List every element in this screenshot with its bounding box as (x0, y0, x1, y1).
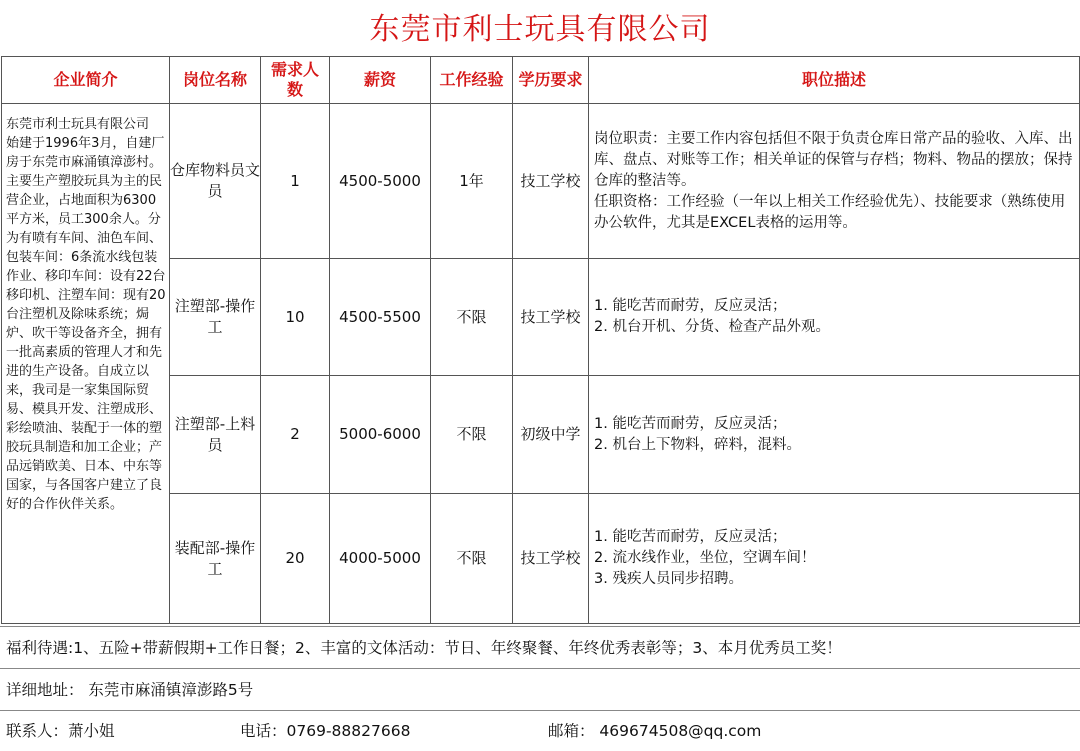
header-position: 岗位名称 (170, 57, 261, 104)
experience: 不限 (431, 376, 513, 494)
description-line: 2. 流水线作业，坐位，空调车间！ (594, 550, 816, 566)
description-line: 1. 能吃苦而耐劳，反应灵活； (594, 415, 787, 432)
salary: 4500-5500 (330, 259, 431, 376)
header-experience: 工作经验 (431, 57, 513, 104)
position-name: 仓库物料员文员 (170, 104, 261, 259)
divider (0, 626, 1080, 627)
header-count: 需求人数 (261, 57, 330, 104)
position-name: 注塑部-上料员 (170, 376, 261, 494)
education: 技工学校 (513, 104, 589, 259)
header-education: 学历要求 (513, 57, 589, 104)
job-description (589, 376, 1080, 494)
job-description (589, 494, 1080, 624)
headcount: 20 (261, 494, 330, 624)
headcount: 2 (261, 376, 330, 494)
table-header-row (2, 57, 1080, 104)
address: 详细地址： 东莞市麻涌镇漳澎路5号 (6, 681, 254, 699)
salary: 5000-6000 (330, 376, 431, 494)
description-line: 1. 能吃苦而耐劳，反应灵活； (594, 529, 787, 545)
contact-person: 联系人：萧小姐 (6, 722, 115, 740)
experience: 1年 (431, 104, 513, 259)
job-description (589, 104, 1080, 259)
position-name: 注塑部-操作工 (170, 259, 261, 376)
header-description: 职位描述 (589, 57, 1080, 104)
company-title: 东莞市利士玩具有限公司 (369, 12, 711, 47)
header-salary: 薪资 (330, 57, 431, 104)
company-intro: 东莞市利士玩具有限公司 始建于1996年3月，自建厂房于东莞市麻涌镇漳澎村。主要生产塑胶玩具为主的民营企业，占地面积为6300平方米，员工300余人。分为有喷有车间、油色车间、包装车间：6条流水线包装作业、移印车间：设有22台移印机、注塑车间：现有20台注塑机及除味系统；焗炉、吹干等设备齐全，拥有一批高素质的管理人才和先进的生产设备。自成立以来，我司是一家集国际贸易、模具开发、注塑成形、彩绘喷油、装配于一体的塑胶玩具制造和加工企业；产品远销欧美、日本、中东等国家，与各国客户建立了良好的合作伙伴关系。 (2, 104, 170, 624)
education: 技工学校 (513, 494, 589, 624)
position-name: 装配部-操作工 (170, 494, 261, 624)
experience: 不限 (431, 494, 513, 624)
experience: 不限 (431, 259, 513, 376)
contact-phone: 电话：0769-88827668 (240, 722, 411, 740)
headcount: 1 (261, 104, 330, 259)
education: 初级中学 (513, 376, 589, 494)
education: 技工学校 (513, 259, 589, 376)
headcount: 10 (261, 259, 330, 376)
salary: 4500-5000 (330, 104, 431, 259)
job-table (1, 56, 1080, 624)
job-description (589, 259, 1080, 376)
description-line: 岗位职责：主要工作内容包括但不限于负责仓库日常产品的验收、入库、出库、盘点、对账等工作；相关单证的保管与存档；物料、物品的摆放；保持仓库的整洁等。 (594, 130, 1073, 189)
description-line: 任职资格：工作经验（一年以上相关工作经验优先）、技能要求（熟练使用办公软件，尤其是EXCEL表格的运用等。 (594, 193, 1066, 231)
contact-row (0, 711, 1080, 751)
description-line: 2. 机台上下物料，碎料，混料。 (594, 436, 801, 453)
description-line: 3. 残疾人员同步招聘。 (594, 571, 743, 587)
divider (0, 668, 1080, 669)
description-line: 1. 能吃苦而耐劳，反应灵活； (594, 298, 787, 314)
salary: 4000-5000 (330, 494, 431, 624)
contact-email[interactable]: 邮箱： 469674508@qq.com (548, 722, 762, 740)
table-row (2, 104, 1080, 259)
description-line: 2. 机台开机、分货、检查产品外观。 (594, 319, 830, 335)
header-intro: 企业简介 (2, 57, 170, 104)
benefits: 福利待遇:1、五险+带薪假期+工作日餐；2、丰富的文体活动：节日、年终聚餐、年终优秀表彰等；3、本月优秀员工奖！ (6, 639, 842, 657)
